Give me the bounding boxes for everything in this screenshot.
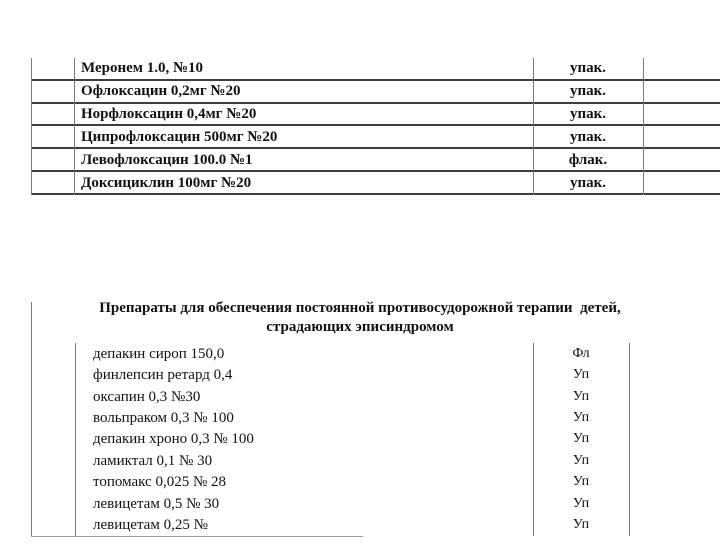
unit-cell: Уп bbox=[572, 367, 590, 383]
table-row bbox=[31, 104, 720, 127]
unit-cell: упак. bbox=[569, 60, 607, 77]
table-border bbox=[75, 343, 76, 536]
table-row bbox=[31, 407, 629, 428]
empty-cell bbox=[31, 172, 74, 193]
drug-name-cell: депакин сироп 150,0 bbox=[93, 345, 225, 362]
unit-cell: упак. bbox=[569, 174, 607, 191]
section-heading-line2: страдающих эписиндромом bbox=[266, 319, 454, 335]
table-row bbox=[31, 450, 629, 471]
table-row bbox=[31, 386, 629, 407]
drug-name-cell: Левофлоксацин 100.0 №1 bbox=[81, 151, 253, 168]
unit-cell: Уп bbox=[572, 410, 590, 426]
table-border bbox=[31, 58, 32, 195]
section-heading-line1: Препараты для обеспечения постоянной противосудорожной терапии детей, bbox=[99, 300, 621, 316]
table-row bbox=[31, 343, 629, 364]
table-row bbox=[31, 472, 629, 493]
drug-name-cell: Доксициклин 100мг №20 bbox=[81, 174, 252, 191]
unit-cell: Уп bbox=[572, 431, 590, 447]
table-row bbox=[31, 149, 720, 172]
empty-cell bbox=[31, 58, 74, 79]
unit-cell: Уп bbox=[572, 388, 590, 404]
drug-name-cell: Норфлоксацин 0,4мг №20 bbox=[81, 106, 257, 123]
drug-name-cell: Меронем 1.0, №10 bbox=[81, 60, 204, 77]
drug-name-cell: топомакс 0,025 № 28 bbox=[93, 474, 227, 491]
unit-cell: Фл bbox=[572, 345, 590, 361]
table-row bbox=[31, 364, 629, 385]
table-row bbox=[31, 493, 629, 514]
drug-name-cell: оксапин 0,3 №30 bbox=[93, 388, 201, 405]
unit-cell: Уп bbox=[572, 517, 590, 533]
drug-name-cell: депакин хроно 0,3 № 100 bbox=[93, 431, 254, 448]
empty-cell bbox=[31, 126, 74, 147]
drug-name-cell: вольпраком 0,3 № 100 bbox=[93, 410, 234, 427]
section-heading bbox=[60, 299, 660, 337]
table-border bbox=[31, 302, 32, 536]
drug-name-cell: ламиктал 0,1 № 30 bbox=[93, 452, 213, 469]
table-border bbox=[74, 58, 75, 195]
drug-name-cell: Ципрофлоксацин 500мг №20 bbox=[81, 128, 278, 145]
table-row bbox=[31, 58, 720, 81]
empty-cell bbox=[31, 104, 74, 125]
unit-cell: флак. bbox=[568, 151, 608, 168]
antibiotics-table bbox=[31, 58, 720, 195]
unit-cell: Уп bbox=[572, 495, 590, 511]
drug-name-cell: левицетам 0,25 № bbox=[93, 517, 208, 534]
empty-cell bbox=[31, 81, 74, 102]
table-border bbox=[533, 58, 534, 195]
drug-name-cell: финлепсин ретард 0,4 bbox=[93, 367, 233, 384]
table-border bbox=[629, 343, 630, 536]
unit-cell: упак. bbox=[569, 106, 607, 123]
drug-name-cell: Офлоксацин 0,2мг №20 bbox=[81, 83, 241, 100]
unit-cell: упак. bbox=[569, 83, 607, 100]
table-border bbox=[533, 343, 534, 536]
drug-name-cell: левицетам 0,5 № 30 bbox=[93, 495, 220, 512]
table-row bbox=[31, 172, 720, 195]
unit-cell: упак. bbox=[569, 128, 607, 145]
table-row bbox=[31, 515, 629, 536]
anticonvulsants-table bbox=[31, 343, 629, 536]
table-border bbox=[31, 536, 363, 537]
table-row bbox=[31, 429, 629, 450]
table-row bbox=[31, 81, 720, 104]
table-row bbox=[31, 126, 720, 149]
table-border bbox=[643, 58, 644, 195]
unit-cell: Уп bbox=[572, 474, 590, 490]
unit-cell: Уп bbox=[572, 452, 590, 468]
empty-cell bbox=[31, 149, 74, 170]
